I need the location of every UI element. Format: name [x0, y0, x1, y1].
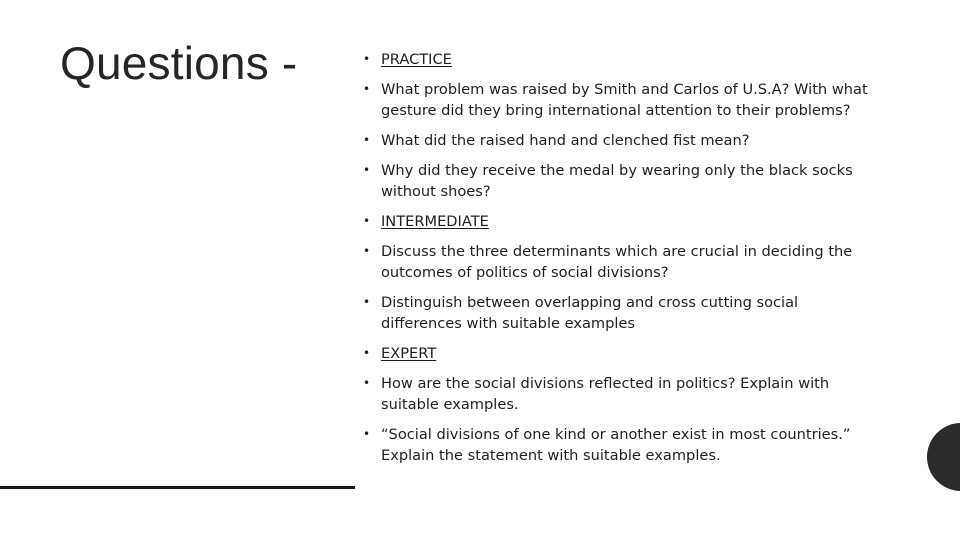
decorative-circle	[927, 423, 960, 491]
question-item	[360, 241, 880, 283]
question-text: What did the raised hand and clenched fist mean?	[381, 132, 750, 149]
bullet-icon: •	[363, 133, 371, 147]
question-text: What problem was raised by Smith and Carlos of U.S.A? With what gesture did they bring international attention to their problems?	[381, 81, 868, 119]
question-item	[360, 160, 880, 202]
question-list	[360, 49, 880, 475]
question-text: Distinguish between overlapping and cross cutting social differences with suitable examples	[381, 294, 799, 332]
bullet-icon: •	[363, 244, 371, 258]
bullet-icon: •	[363, 52, 371, 66]
question-item	[360, 130, 880, 151]
section-heading-label: EXPERT	[381, 345, 437, 362]
bullet-icon: •	[363, 82, 371, 96]
question-text: Why did they receive the medal by wearing only the black socks without shoes?	[381, 162, 853, 200]
bullet-icon: •	[363, 427, 371, 441]
slide-title: Questions -	[60, 37, 298, 89]
section-heading-practice	[360, 49, 880, 70]
question-item	[360, 79, 880, 121]
divider-line	[0, 486, 355, 489]
bullet-icon: •	[363, 214, 371, 228]
question-text: “Social divisions of one kind or another exist in most countries.” Explain the statement with suitable examples.	[381, 426, 851, 464]
bullet-icon: •	[363, 163, 371, 177]
question-item	[360, 373, 880, 415]
question-item	[360, 424, 880, 466]
question-item	[360, 292, 880, 334]
section-heading-label: INTERMEDIATE	[381, 213, 489, 230]
bullet-icon: •	[363, 295, 371, 309]
bullet-icon: •	[363, 346, 371, 360]
question-text: Discuss the three determinants which are crucial in deciding the outcomes of politics of social divisions?	[381, 243, 853, 281]
question-text: How are the social divisions reflected in politics? Explain with suitable examples.	[381, 375, 830, 413]
section-heading-label: PRACTICE	[381, 51, 452, 68]
bullet-icon: •	[363, 376, 371, 390]
section-heading-intermediate	[360, 211, 880, 232]
section-heading-expert	[360, 343, 880, 364]
